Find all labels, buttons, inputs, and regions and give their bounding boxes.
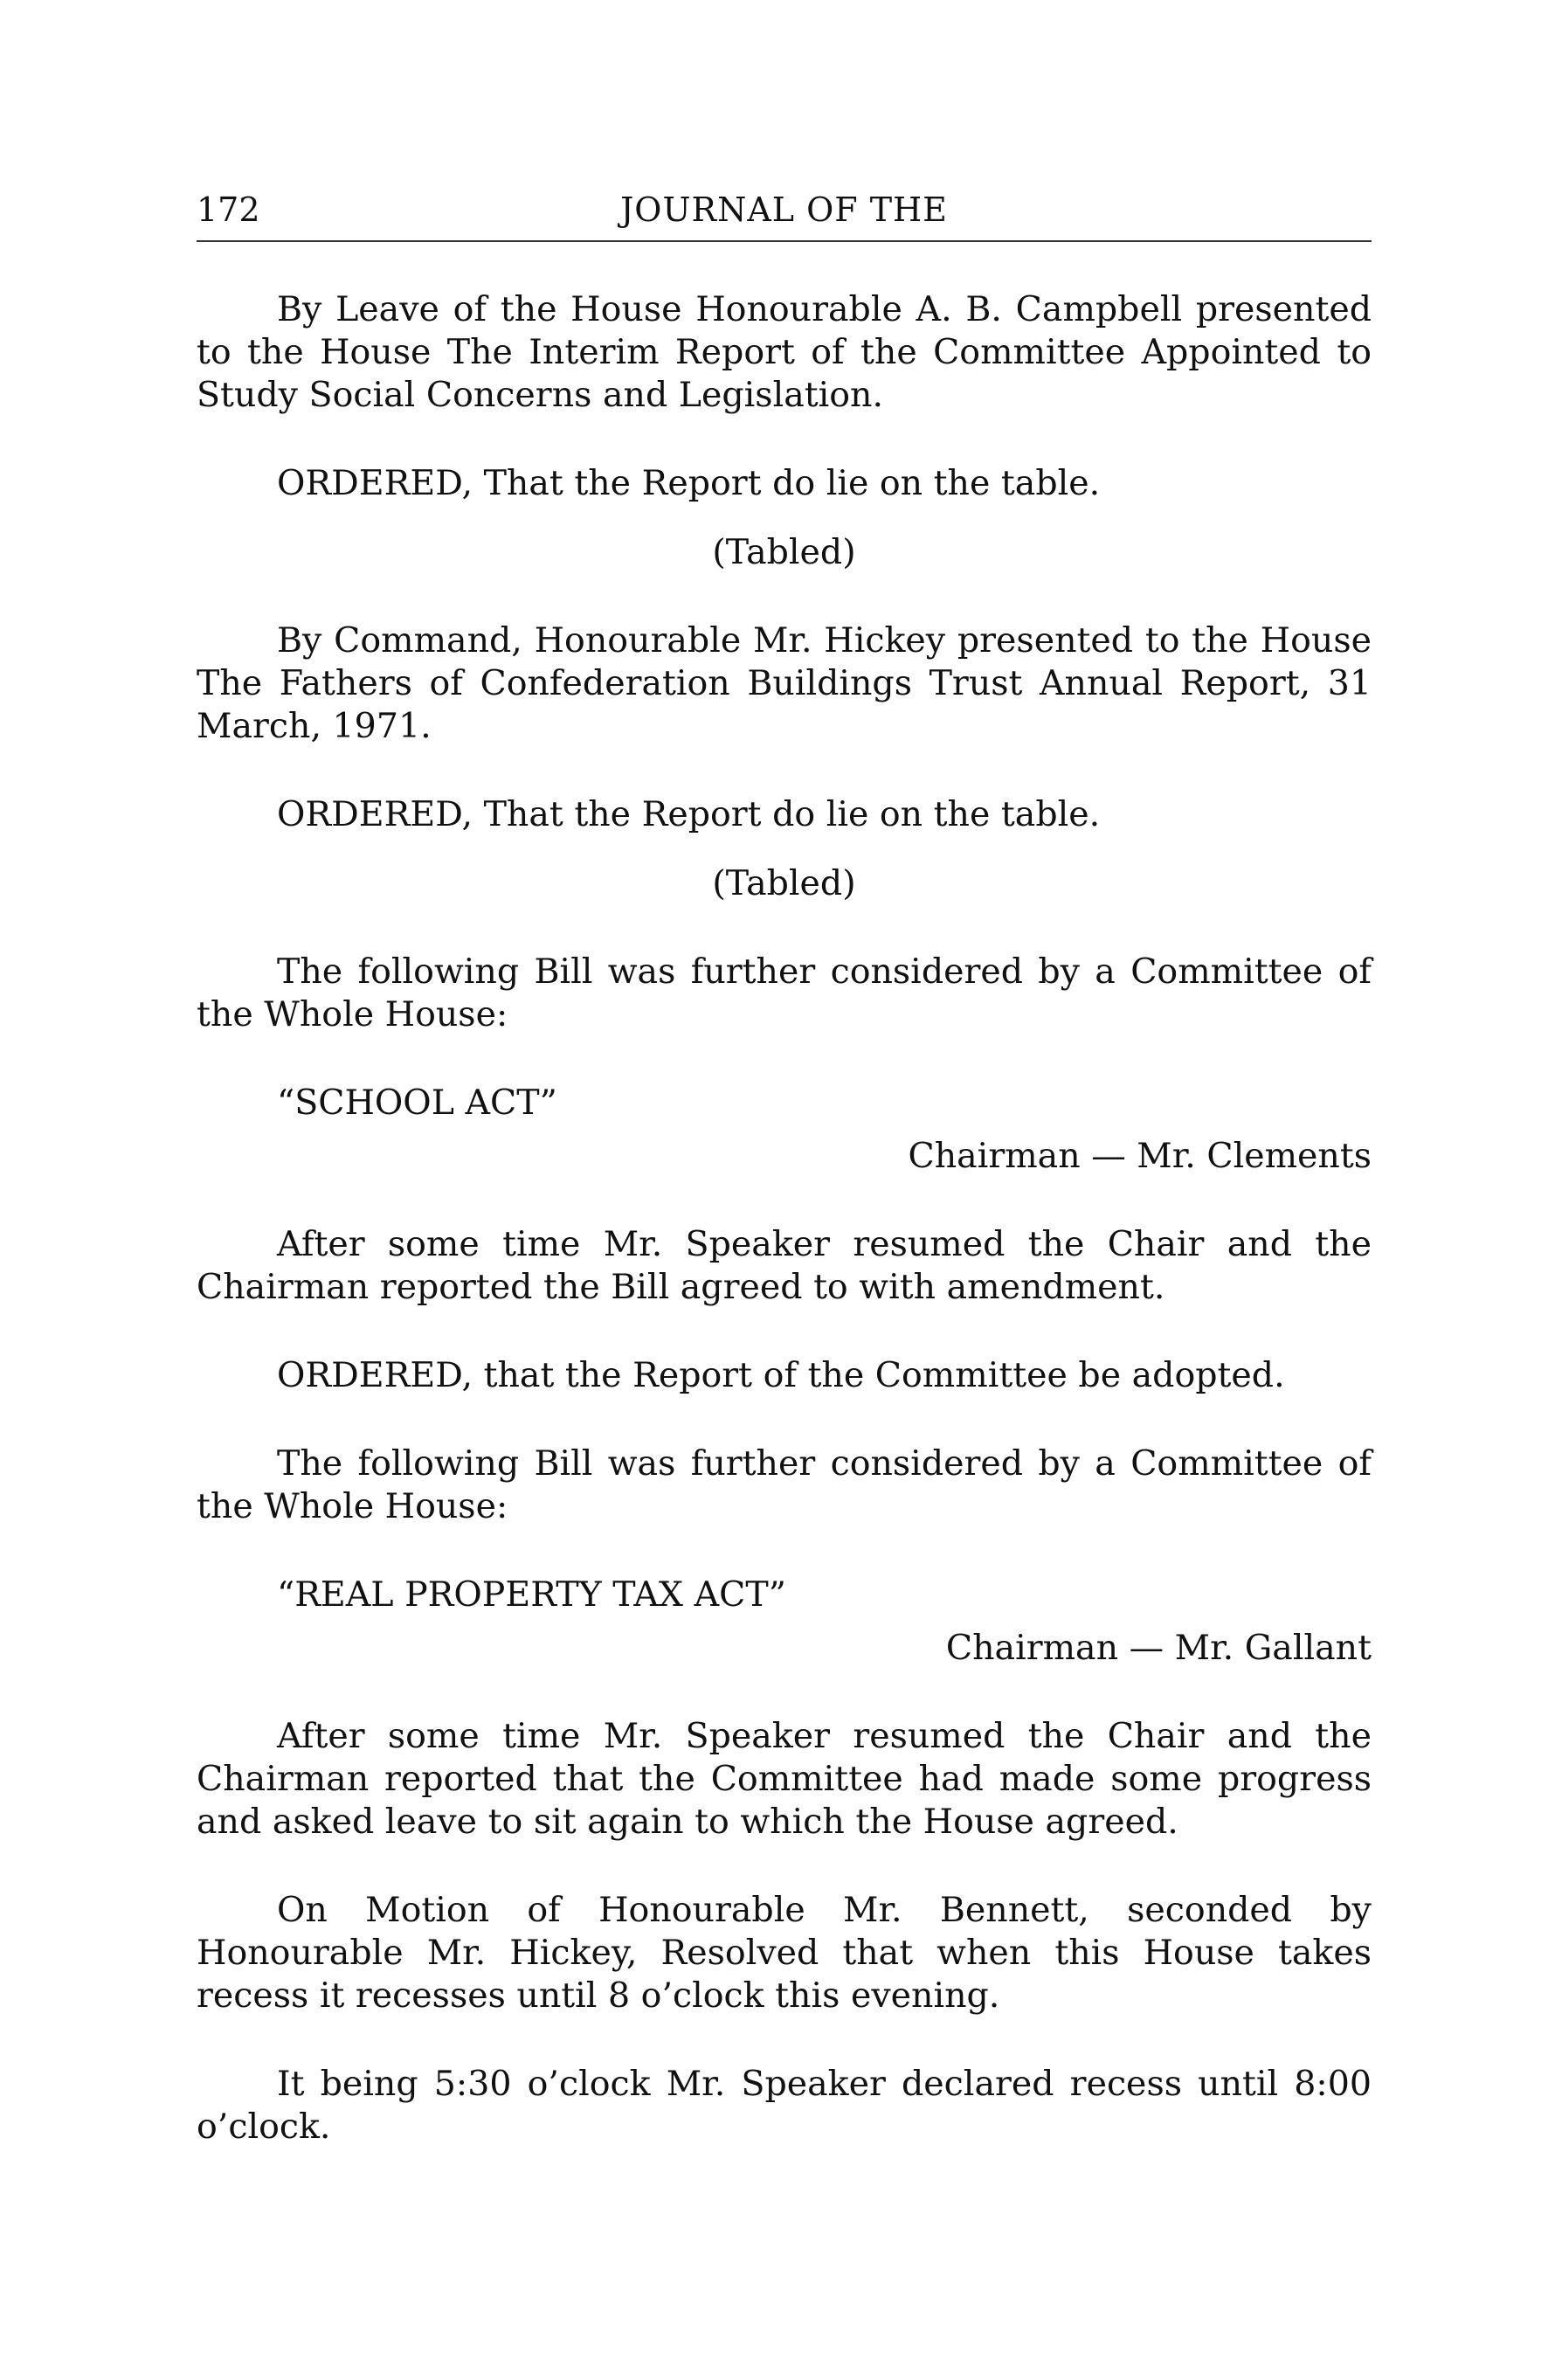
chairman-gallant: Chairman — Mr. Gallant — [945, 1628, 1372, 1668]
tabled-note-2: (Tabled) — [712, 863, 856, 903]
running-head: JOURNAL OF THE — [620, 190, 948, 229]
order-report-table-2: ORDERED, That the Report do lie on the table. — [277, 794, 1101, 834]
chairman-clements: Chairman — Mr. Clements — [908, 1136, 1372, 1176]
entry-speaker-resumed-1: After some time Mr. Speaker resumed the Chair and the Chairman reported the Bill agreed to with amendment. — [197, 1224, 1372, 1307]
entry-motion-recess: On Motion of Honourable Mr. Bennett, seconded by Honourable Mr. Hickey, Resolved that when this House takes recess it recesses until 8 o’clock this evening. — [197, 1890, 1372, 2016]
journal-page — [197, 0, 1372, 2380]
entry-bill-considered-1: The following Bill was further considered by a Committee of the Whole House: — [197, 951, 1372, 1034]
order-committee-adopted: ORDERED, that the Report of the Committee be adopted. — [277, 1355, 1285, 1395]
bill-title-school-act: “SCHOOL ACT” — [277, 1083, 557, 1123]
tabled-note-1: (Tabled) — [712, 532, 856, 572]
page-header — [197, 190, 1372, 239]
entry-hickey-report: By Command, Honourable Mr. Hickey presented to the House The Fathers of Confederation Buildings Trust Annual Report, 31 March, 1971. — [197, 620, 1372, 746]
entry-speaker-resumed-2: After some time Mr. Speaker resumed the Chair and the Chairman reported that the Committee had made some progress and asked leave to sit again to which the House agreed. — [197, 1716, 1372, 1842]
entry-recess-declared: It being 5:30 o’clock Mr. Speaker declared recess until 8:00 o’clock. — [197, 2064, 1372, 2147]
page-number: 172 — [197, 190, 260, 229]
entry-campbell-report: By Leave of the House Honourable A. B. Campbell presented to the House The Interim Report of the Committee Appointed to Study Social Concerns and Legislation. — [197, 289, 1372, 415]
order-report-table-1: ORDERED, That the Report do lie on the table. — [277, 463, 1101, 503]
journal-body — [197, 288, 1372, 2148]
bill-title-real-property-tax-act: “REAL PROPERTY TAX ACT” — [277, 1574, 786, 1615]
entry-bill-considered-2: The following Bill was further considered by a Committee of the Whole House: — [197, 1443, 1372, 1526]
header-rule — [197, 240, 1372, 242]
